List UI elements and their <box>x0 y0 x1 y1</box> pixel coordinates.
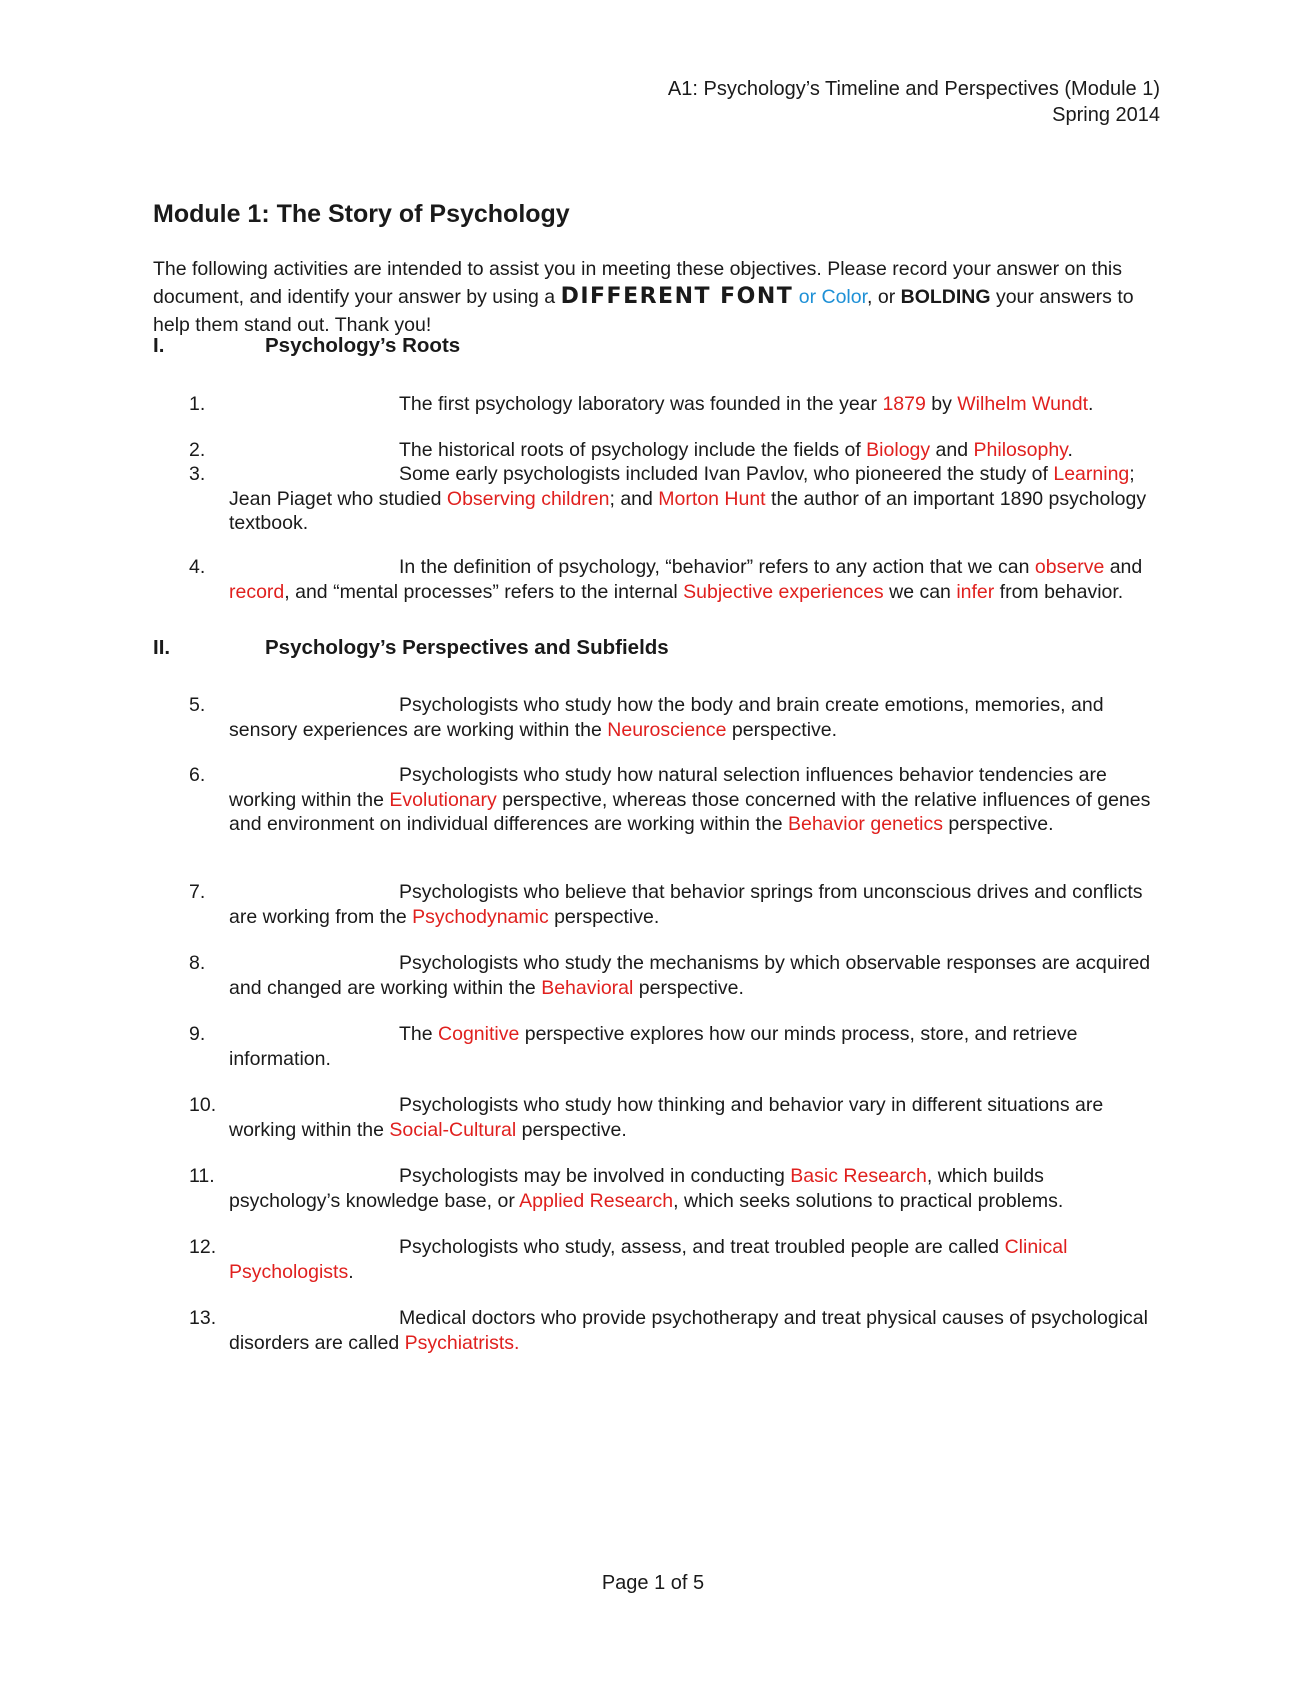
answer: Neuroscience <box>607 718 727 741</box>
question-11: 11. Psychologists may be involved in conducting Basic Research, which builds psychology’s knowledge base, or Applied Research, which seeks solutions to practical problems. <box>189 1165 1064 1212</box>
question-number: 8. <box>189 952 206 974</box>
question-number: 10. <box>189 1094 217 1116</box>
section-number: I. <box>153 334 165 357</box>
different-font-sample: DIFFERENT FONT <box>560 284 794 309</box>
answer: Cognitive <box>438 1023 520 1045</box>
color-sample: or Color <box>793 286 868 308</box>
page-title: Module 1: The Story of Psychology <box>153 200 570 228</box>
answer: Clinical Psychologists <box>229 1236 1068 1283</box>
question-6: 6. Psychologists who study how natural selection influences behavior tendencies are working within the Evolutionary perspective, whereas those concerned with the relative influences of genes and environment on individual differences are working within the Behavior genetics perspective. <box>189 764 1151 835</box>
question-number: 2. <box>189 439 206 461</box>
question-10: 10. Psychologists who study how thinking and behavior vary in different situations are working within the Social-Cultural perspective. <box>189 1094 1104 1141</box>
answer: Social-Cultural <box>389 1118 517 1141</box>
header-line-2: Spring 2014 <box>1052 104 1160 126</box>
question-2: 2. The historical roots of psychology include the fields of Biology and Philosophy. <box>189 439 1073 461</box>
question-7: 7. Psychologists who believe that behavior springs from unconscious drives and conflicts are working from the Psychodynamic perspective. <box>189 881 1143 928</box>
answer: Morton Hunt <box>658 487 766 510</box>
question-5: 5. Psychologists who study how the body and brain create emotions, memories, and sensory experiences are working within the Neuroscience perspective. <box>189 694 1104 741</box>
answer: Psychodynamic <box>412 905 549 928</box>
question-number: 5. <box>189 694 206 716</box>
bolding-sample: BOLDING <box>900 286 991 308</box>
question-number: 12. <box>189 1236 217 1258</box>
question-12: 12. Psychologists who study, assess, and treat troubled people are called Clinical Psychologists. <box>189 1236 1068 1283</box>
answer: infer <box>956 580 995 603</box>
question-4: 4. In the definition of psychology, “behavior” refers to any action that we can observe and record, and “mental processes” refers to the internal Subjective experiences we can infer from behavior. <box>189 556 1143 603</box>
question-number: 4. <box>189 556 206 578</box>
answer: Subjective experiences <box>683 580 884 603</box>
answer: record <box>229 580 285 603</box>
intro-paragraph: The following activities are intended to assist you in meeting these objectives. Please record your answer on this document, and identify your answer by using a DIFFERENT FONT or Color, or BOLDING your answers to help them stand out. Thank you! <box>153 258 1134 336</box>
answer: Philosophy <box>973 439 1068 461</box>
answer: Evolutionary <box>389 788 497 811</box>
answer: Learning <box>1053 463 1130 485</box>
answer: 1879 <box>882 393 926 415</box>
question-9: 9. The Cognitive perspective explores how our minds process, store, and retrieve information. <box>189 1023 1078 1070</box>
section-title: Psychology’s Roots <box>265 334 461 357</box>
question-number: 11. <box>189 1165 215 1187</box>
question-1: 1. The first psychology laboratory was founded in the year 1879 by Wilhelm Wundt. <box>189 393 1094 415</box>
section-title: Psychology’s Perspectives and Subfields <box>265 636 669 659</box>
answer: Applied Research <box>519 1189 674 1212</box>
answer: Observing children <box>446 487 610 510</box>
answer: Biology <box>866 439 931 461</box>
question-number: 9. <box>189 1023 206 1045</box>
question-number: 7. <box>189 881 206 903</box>
answer: Behavioral <box>541 976 634 999</box>
section-number: II. <box>153 636 171 659</box>
question-8: 8. Psychologists who study the mechanisms by which observable responses are acquired and changed are working within the Behavioral perspective. <box>189 952 1151 999</box>
header-line-1: A1: Psychology’s Timeline and Perspectives (Module 1) <box>667 78 1160 100</box>
question-number: 1. <box>189 393 206 415</box>
answer: Psychiatrists. <box>404 1331 520 1354</box>
answer: Basic Research <box>790 1165 927 1187</box>
answer: Behavior genetics <box>787 813 943 835</box>
page-number-footer: Page 1 of 5 <box>601 1572 705 1594</box>
question-number: 13. <box>189 1307 217 1329</box>
answer: Wilhelm Wundt <box>957 393 1089 415</box>
question-13: 13. Medical doctors who provide psychotherapy and treat physical causes of psychological disorders are called Psychiatrists. <box>189 1307 1148 1354</box>
answer: observe <box>1034 556 1105 578</box>
question-number: 3. <box>189 463 206 485</box>
question-3: 3. Some early psychologists included Ivan Pavlov, who pioneered the study of Learning; Jean Piaget who studied Observing children; and Morton Hunt the author of an important 1890 psychology textbook. <box>189 463 1147 534</box>
question-number: 6. <box>189 764 206 786</box>
